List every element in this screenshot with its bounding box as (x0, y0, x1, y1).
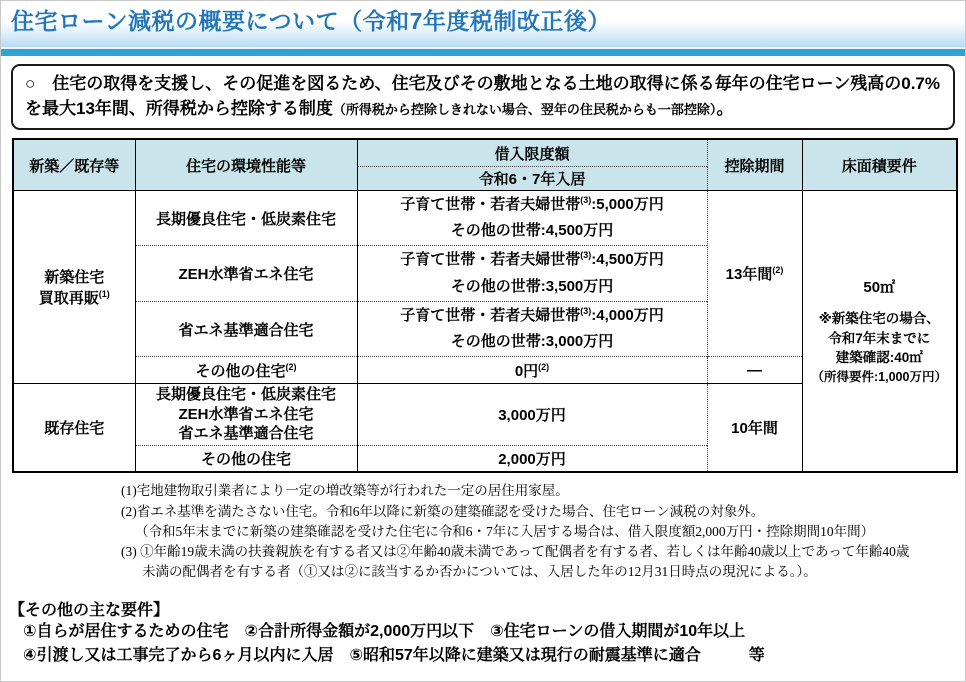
cell-new-housing-label (13, 190, 135, 384)
header-deduction-period: 控除期間 (707, 139, 802, 190)
cell-performance: ZEH水準省エネ住宅 (135, 246, 357, 302)
footnote-3-cont: 未満の配偶者を有する者（①又は②に該当するか否かについては、入居した年の12月31日時点の現況による。）。 (142, 564, 817, 580)
cell-performance: 省エネ基準適合住宅 (135, 301, 357, 357)
summary-text (25, 72, 941, 121)
cell-period-10y: 10年間 (707, 384, 802, 473)
circle-marker: ○ (25, 74, 53, 93)
cell-loan-limit: 子育て世帯・若者夫婦世帯$^{(3)}$:4,000万円 その他の世帯:3,000万円 (357, 301, 707, 357)
header-floor-area: 床面積要件 (802, 139, 957, 190)
summary-sub-text: （所得税から控除しきれない場合、翌年の住民税からも一部控除） (332, 101, 717, 117)
other-requirements (9, 597, 955, 670)
title-accent-bar (1, 47, 965, 56)
cell-loan-limit: 子育て世帯・若者夫婦世帯$^{(3)}$:5,000万円 その他の世帯:4,500万円 (357, 190, 707, 246)
cell-loan-limit: 子育て世帯・若者夫婦世帯$^{(3)}$:4,500万円 その他の世帯:3,500万円 (357, 246, 707, 302)
table-row (13, 190, 957, 246)
footnote-3: (3) ①年齢19歳未満の扶養親族を有する者又は②年齢40歳未満であって配偶者を有する者、若しくは年齢40歳以上であって年齢40歳 (121, 544, 910, 560)
cell-performance-other: その他の住宅$^{(2)}$ (135, 357, 357, 384)
other-requirements-line1: ①自らが居住するための住宅 ②合計所得金額が2,000万円以下 ③住宅ローンの借入期間が10年以上 (23, 622, 746, 640)
summary-tail: 。 (716, 98, 734, 118)
cell-floor-area (802, 190, 957, 472)
header-loan-limit: 借入限度額 (357, 139, 707, 166)
page-title: 住宅ローン減税の概要について（令和7年度税制改正後） (11, 8, 611, 34)
cell-performance-existing-other: その他の住宅 (135, 445, 357, 472)
floor-area-main: 50㎡ (863, 279, 896, 297)
cell-loan-limit-existing-other: 2,000万円 (357, 445, 707, 472)
cell-performance: 長期優良住宅・低炭素住宅 (135, 190, 357, 246)
cell-period-13y: 13年間$^{(2)}$ (707, 190, 802, 357)
loan-deduction-table (12, 138, 958, 473)
footnotes (121, 481, 955, 582)
footnote-2: (2)省エネ基準を満たさない住宅。令和6年以降に新築の建築確認を受けた場合、住宅ローン減税の対象外。 (121, 503, 765, 519)
table-header-row-1 (13, 139, 957, 166)
footnote-1: (1)宅地建物取引業者により一定の増改築等が行われた一定の居住用家屋。 (121, 483, 569, 499)
header-loan-limit-sub: 令和6・7年入居 (357, 166, 707, 190)
other-requirements-line2: ④引渡し又は工事完了から6ヶ月以内に入居 ⑤昭和57年以降に建築又は現行の耐震基準に適合 等 (23, 647, 765, 665)
cell-existing-housing-label: 既存住宅 (13, 384, 135, 473)
cell-loan-limit-zero: 0円$^{(2)}$ (357, 357, 707, 384)
other-requirements-title: 【その他の主な要件】 (9, 601, 170, 619)
footnote-2-cont: （令和5年末までに新築の建築確認を受けた住宅に令和6・7年に入居する場合は、借入限度額2,000万円・控除期間10年間） (135, 523, 875, 539)
header-type: 新築／既存等 (13, 139, 135, 190)
new-housing-line2: 買取再販$^{(1)}$ (38, 289, 110, 308)
new-housing-line1: 新築住宅 (44, 269, 105, 287)
title-bar (1, 1, 965, 47)
header-performance: 住宅の環境性能等 (135, 139, 357, 190)
summary-main-text: 住宅の取得を支援し、その促進を図るため、住宅及びその敷地となる土地の取得に係る毎年の住宅ローン残高の0.7%を最大13年間、所得税から控除する制度 (25, 74, 941, 118)
cell-period-none: ― (707, 357, 802, 384)
summary-box (11, 64, 955, 130)
cell-loan-limit-existing: 3,000万円 (357, 384, 707, 446)
cell-performance-existing: 長期優良住宅・低炭素住宅 ZEH水準省エネ住宅 省エネ基準適合住宅 (135, 384, 357, 446)
floor-area-note: ※新築住宅の場合、 令和7年末までに 建築確認:40㎡ （所得要件:1,000万円） (811, 311, 947, 384)
